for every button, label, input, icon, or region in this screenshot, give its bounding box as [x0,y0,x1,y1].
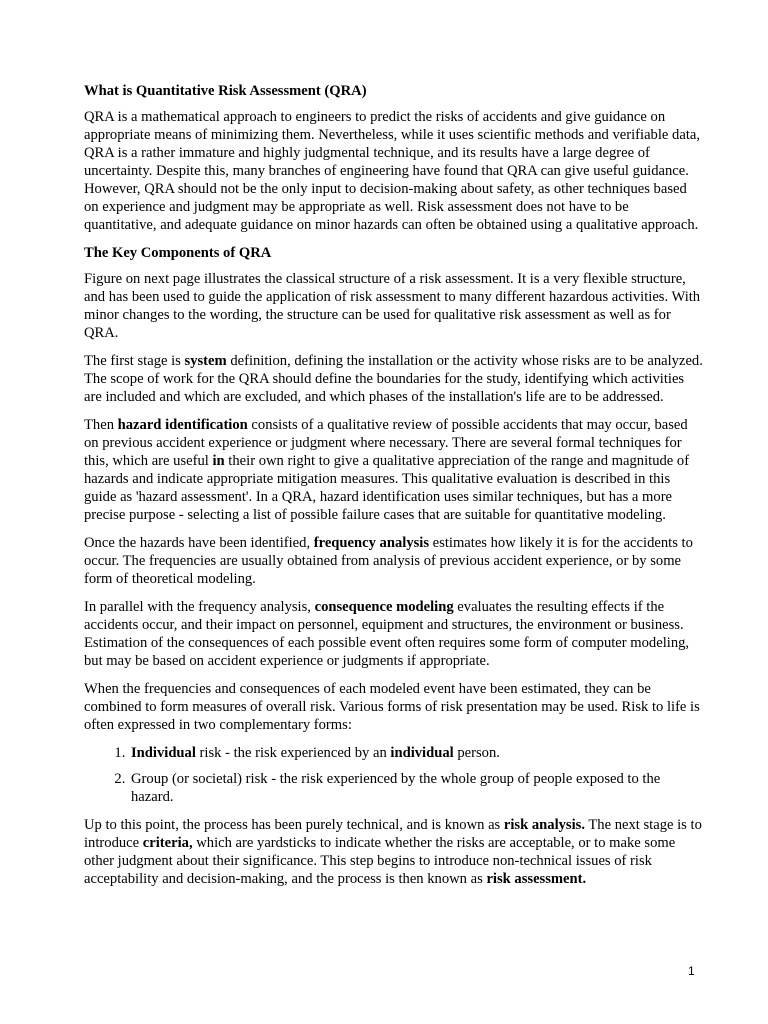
bold-term-hazard-identification: hazard identification [117,417,248,433]
list-item-individual-risk [129,744,704,762]
bold-term-individual: individual [390,745,454,761]
text-run: The first stage is [84,353,185,369]
paragraph-qra-intro: QRA is a mathematical approach to engineers to predict the risks of accidents and give guidance on appropriate means of minimizing them. Nevertheless, while it uses scientific methods and verifiable data, QRA is a rather immature and highly judgmental technique, and its results have a large degree of uncertainty. Despite this, many branches of engineering have found that QRA can give useful guidance. However, QRA should not be the only input to decision-making about safety, as other techniques based on experience and judgment may be appropriate as well. Risk assessment does not have to be quantitative, and adequate guidance on minor hazards can often be obtained using a qualitative approach. [84,109,700,233]
text-run: which are yardsticks to indicate whether the risks are acceptable, or to make some other judgment about their significance. This step begins to introduce non-technical issues of risk acceptability and decision-making, and the process is then known as [84,835,676,887]
text-run: In parallel with the frequency analysis, [84,599,315,615]
bold-term-criteria: criteria, [142,835,193,851]
text-run: The next stage is to introduce [84,817,702,851]
paragraph-consequence-modeling [84,598,704,670]
text-run: person. [453,745,500,761]
paragraph-system-definition [84,352,704,406]
page-number: 1 [688,964,695,978]
text-run: evaluates the resulting effects if the accidents occur, and their impact on personnel, equipment and structures, the environment or business. Estimation of the consequences of each possible event often requires some form of computer modeling, but may be based on accident experience or judgments if appropriate. [84,599,690,669]
paragraph-risk-assessment [84,816,704,888]
bold-term-risk-assessment: risk assessment. [486,871,587,887]
bold-term-consequence-modeling: consequence modeling [314,599,454,615]
heading-what-is-qra: What is Quantitative Risk Assessment (QRA) [84,83,367,99]
text-run: Up to this point, the process has been purely technical, and is known as [84,817,504,833]
document-body [84,82,704,898]
text-run: risk - the risk experienced by an [195,745,391,761]
paragraph-figure-structure: Figure on next page illustrates the classical structure of a risk assessment. It is a very flexible structure, and has been used to guide the application of risk assessment to many different hazardous activities. With minor changes to the wording, the structure can be used for qualitative risk assessment as well as for QRA. [84,271,701,341]
bold-term-frequency-analysis: frequency analysis [313,535,430,551]
heading-key-components: The Key Components of QRA [84,245,272,261]
text-run: Once the hazards have been identified, [84,535,314,551]
text-run: estimates how likely it is for the accidents to occur. The frequencies are usually obtained from analysis of previous accident experience, or by some form of theoretical modeling. [84,535,693,587]
list-item-group-risk: 2. Group (or societal) risk - the risk experienced by the whole group of people exposed to the hazard. [129,770,704,806]
bold-term-in: in [212,453,225,469]
text-run: definition, defining the installation or the activity whose risks are to be analyzed. The scope of work for the QRA should define the boundaries for the study, identifying which activities are included and which are excluded, and which phases of the installation's life are to be addressed. [84,353,703,405]
text-run: consists of a qualitative review of possible accidents that may occur, based on previous accident experience or judgment where necessary. There are several formal techniques for this, which are useful [84,417,688,469]
risk-forms-list [84,744,704,806]
bold-term-individual: Individual [131,745,196,761]
paragraph-overall-risk: When the frequencies and consequences of each modeled event have been estimated, they can be combined to form measures of overall risk. Various forms of risk presentation may be used. Risk to life is often expressed in two complementary forms: [84,681,700,733]
bold-term-risk-analysis: risk analysis. [503,817,585,833]
bold-term-system: system [184,353,227,369]
paragraph-hazard-identification [84,416,704,524]
text-run: Then [84,417,118,433]
paragraph-frequency-analysis [84,534,704,588]
text-run: their own right to give a qualitative appreciation of the range and magnitude of hazards and indicate appropriate mitigation measures. This qualitative evaluation is described in this guide as 'hazard assessment'. In a QRA, hazard identification uses similar techniques, but has a more precise purpose - selecting a list of possible failure cases that are suitable for quantitative modeling. [84,453,690,523]
